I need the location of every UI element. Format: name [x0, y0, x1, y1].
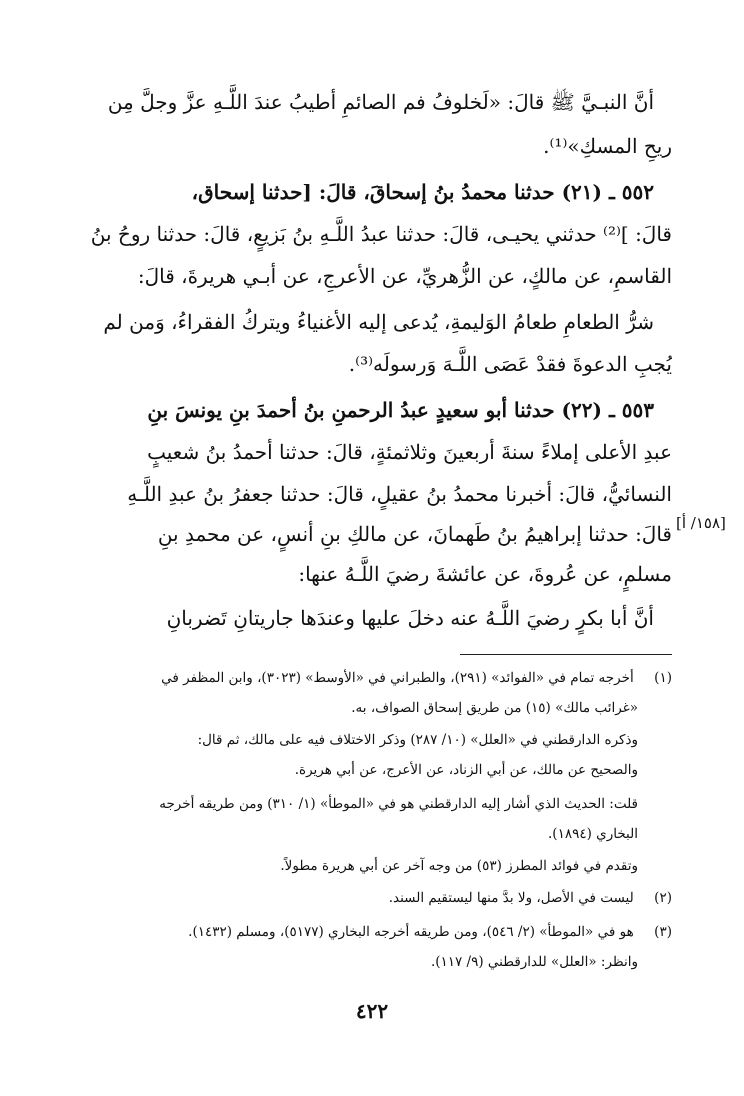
footnote-line: قلت: الحديث الذي أشار إليه الدارقطني هو في «الموطأ» (١/ ٣١٠) ومن طريقه أخرجه: [159, 796, 638, 812]
footnote-line: «غرائب مالك» (١٥) من طريق إسحاق الصواف، به.: [351, 700, 638, 716]
footnote-number: (٢): [654, 890, 672, 906]
footnote-line: وانظر: «العلل» للدارقطني (٩/ ١١٧).: [430, 954, 638, 970]
footnote-line: البخاري (١٨٩٤).: [548, 826, 638, 842]
hadith-553-heading: ٥٥٣ ـ (٢٢) حدثنا أبو سعيدٍ عبدُ الرحمنِ بنُ أحمدَ بنِ يونسَ بنِ: [147, 398, 654, 422]
footnote-line: وتقدم في فوائد المطرز (٥٣) من وجه آخر عن أبي هريرة مطولاً.: [280, 858, 638, 874]
main-text-line: قالَ: حدثنا إبراهيمُ بنُ طَهمانَ، عن مالكِ بنِ أنسٍ، عن محمدِ بنِ: [157, 522, 672, 546]
footnote-line: وذكره الدارقطني في «العلل» (١٠/ ٢٨٧) وذكر الاختلاف فيه على مالك، ثم قال:: [197, 732, 638, 748]
main-text-line: أنَّ أبا بكرٍ رضيَ اللَّـهُ عنه دخلَ عليها وعندَها جاريتانِ تَضربانِ: [166, 606, 654, 630]
footnote-text: أخرجه تمام في «الفوائد» (٢٩١)، والطبراني في «الأوسط» (٣٠٢٣)، وابن المظفر في: [161, 670, 634, 686]
page-number: ٤٢٢: [355, 999, 389, 1023]
footnote-line: [60, 884, 672, 912]
footnote-line: [60, 664, 672, 692]
main-text-line: النسائيُّ، قالَ: أخبرنا محمدُ بنُ عقيلٍ، قالَ: حدثنا جعفرُ بنُ عبدِ اللَّـهِ: [127, 482, 672, 506]
main-text-line: أنَّ النبـيَّ ﷺ قالَ: «لَخلوفُ فم الصائمِ أطيبُ عندَ اللَّـهِ عزَّ وجلَّ مِن: [107, 90, 654, 114]
main-text-line: القاسمِ، عن مالكٍ، عن الزُّهريِّ، عن الأعرجِ، عن أبـي هريرةَ، قالَ:: [137, 264, 672, 288]
footnote-divider: [460, 654, 672, 655]
main-text-line: عبدِ الأعلى إملاءً سنةَ أربعينَ وثلاثمئةٍ، قالَ: حدثنا أحمدُ بنُ شعيبٍ: [147, 440, 672, 464]
footnote-text: هو في «الموطأ» (٢/ ٥٤٦)، ومن طريقه أخرجه البخاري (٥١٧٧)، ومسلم (١٤٣٢).: [188, 924, 634, 940]
main-text-line: يُجبِ الدعوةَ فقدْ عَصَى اللَّـهَ وَرسولَه⁽³⁾.: [348, 352, 672, 376]
footnote-number: (١): [654, 670, 672, 686]
footnote-line: والصحيح عن مالك، عن أبي الزناد، عن الأعرج، عن أبي هريرة.: [294, 762, 638, 778]
footnote-number: (٣): [654, 924, 672, 940]
footnote-text: ليست في الأصل، ولا بدَّ منها ليستقيم السند.: [388, 890, 634, 906]
manuscript-folio-reference: [١٥٨/ أ]: [676, 514, 726, 532]
hadith-552-heading: ٥٥٢ ـ (٢١) حدثنا محمدُ بنُ إسحاقَ، قالَ: [حدثنا إسحاق،: [191, 180, 654, 204]
main-text-line: مسلمٍ، عن عُروةَ، عن عائشةَ رضيَ اللَّـهُ عنها:: [298, 562, 672, 586]
main-text-line: ريحِ المسكِ»⁽¹⁾.: [543, 134, 672, 158]
footnote-line: [60, 918, 672, 946]
main-text-line: شرُّ الطعامِ طعامُ الوَليمةِ، يُدعى إليه الأغنياءُ ويتركُ الفقراءُ، وَمن لم: [103, 310, 654, 334]
main-text-line: قالَ: ]⁽²⁾ حدثني يحيـى، قالَ: حدثنا عبدُ اللَّـهِ بنُ بَزيعٍ، قالَ: حدثنا روحُ بنُ: [90, 222, 672, 246]
